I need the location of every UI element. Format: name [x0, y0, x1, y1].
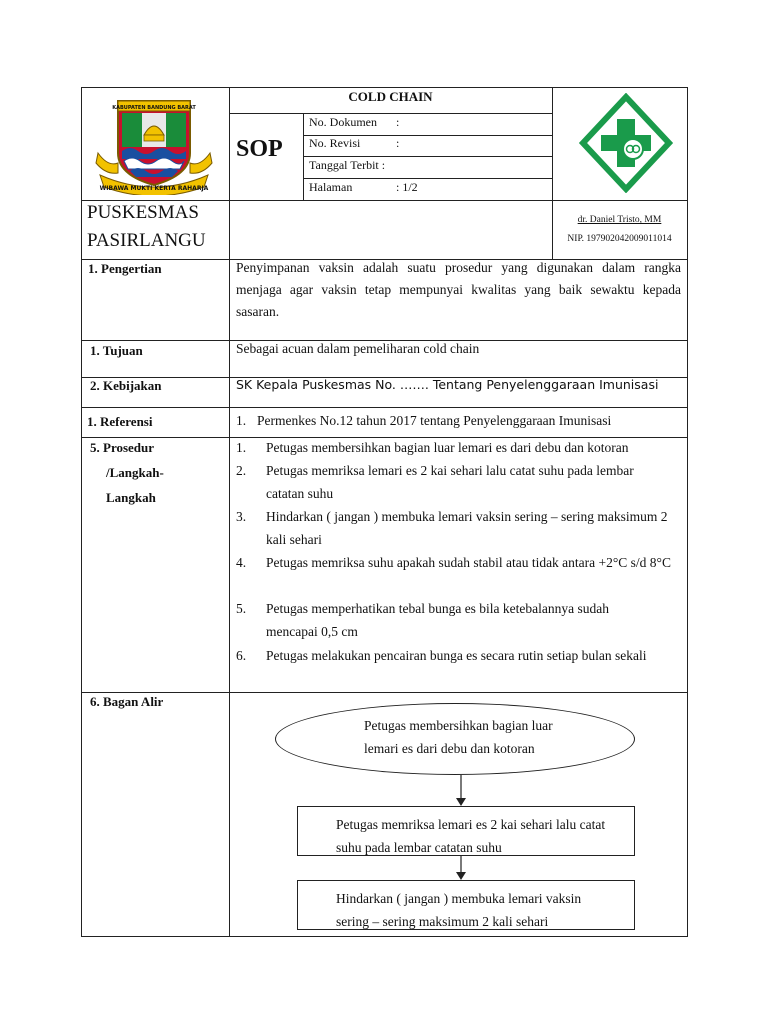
- procedure-step-text: Hindarkan ( jangan ) membuka lemari vaksin sering – sering maksimum 2 kali sehari: [266, 509, 668, 547]
- section-label-prosedur-line3: Langkah: [106, 490, 156, 505]
- doc-field-label-nodokumen: No. Dokumen: [309, 115, 377, 129]
- docfield-divider-3: [303, 178, 552, 179]
- procedure-step-number: 4.: [236, 555, 247, 570]
- docfield-divider-2: [303, 156, 552, 157]
- procedure-step-number: 2.: [236, 463, 247, 478]
- org-name-line1: PUSKESMAS: [87, 202, 199, 223]
- flowchart-step-line1: Hindarkan ( jangan ) membuka lemari vaksin: [336, 891, 582, 906]
- doc-field-label-halaman: Halaman: [309, 180, 353, 194]
- doc-field-value-nodokumen: :: [396, 115, 400, 129]
- document-title: COLD CHAIN: [348, 89, 433, 104]
- doc-field-label-norevisi: No. Revisi: [309, 136, 361, 150]
- puskesmas-logo: [579, 93, 673, 193]
- signatory-nip: NIP. 197902042009011014: [567, 234, 672, 244]
- table-border-top: [81, 87, 688, 88]
- procedure-step: [236, 597, 686, 643]
- row-divider-prosedur: [81, 692, 688, 693]
- section-text-tujuan: Sebagai acuan dalam pemeliharan cold chain: [236, 341, 480, 356]
- procedure-step-number: 1.: [236, 440, 247, 455]
- procedure-step-text: Petugas memriksa suhu apakah sudah stabil atau tidak antara +2°C s/d 8°C: [266, 555, 671, 570]
- section-text-kebijakan: SK Kepala Puskesmas No. ……. Tentang Penyelenggaraan Imunisasi: [236, 377, 659, 392]
- section-label-prosedur-line2: /Langkah-: [106, 465, 164, 480]
- doc-field-label-tanggal: Tanggal Terbit :: [309, 158, 386, 172]
- procedure-step: [236, 551, 686, 597]
- procedure-step: [236, 505, 686, 551]
- procedure-step: [236, 644, 686, 668]
- flowchart-step-line2: suhu pada lembar catatan suhu: [336, 840, 502, 855]
- section-label-tujuan: 1. Tujuan: [90, 343, 143, 358]
- table-col-divider: [229, 87, 230, 936]
- sop-label: SOP: [236, 136, 283, 162]
- section-num-referensi: 1.: [236, 413, 247, 428]
- flowchart-step-box: [297, 806, 635, 856]
- svg-text:WIBAWA MUKTI KERTA RAHARJA: WIBAWA MUKTI KERTA RAHARJA: [99, 185, 209, 192]
- org-name-line2: PASIRLANGU: [87, 230, 206, 251]
- title-row-divider: [229, 113, 552, 114]
- signatory-name: dr. Daniel Tristo, MM: [577, 215, 662, 225]
- table-border-bottom: [81, 936, 688, 937]
- doc-field-value-halaman: : 1/2: [396, 180, 418, 194]
- procedure-step-number: 5.: [236, 601, 247, 616]
- svg-text:KABUPATEN BANDUNG BARAT: KABUPATEN BANDUNG BARAT: [112, 105, 196, 111]
- flowchart-arrow: [455, 775, 467, 807]
- procedure-step: [236, 436, 686, 460]
- section-label-kebijakan: 2. Kebijakan: [90, 378, 162, 393]
- section-label-referensi: 1. Referensi: [87, 414, 153, 429]
- kabupaten-bandung-barat-logo: [94, 93, 214, 195]
- section-label-pengertian: 1. Pengertian: [88, 261, 162, 276]
- flowchart-start-line1: Petugas membersihkan bagian luar: [364, 718, 553, 733]
- table-border-left: [81, 87, 82, 936]
- section-label-bagan-alir: 6. Bagan Alir: [90, 694, 164, 709]
- section-label-prosedur-line1: 5. Prosedur: [90, 440, 155, 455]
- procedure-step-number: 3.: [236, 509, 247, 524]
- row-divider-kebijakan: [81, 407, 688, 408]
- flowchart-step-box: [297, 880, 635, 930]
- sop-col-divider: [303, 113, 304, 201]
- procedure-step-text: Petugas membersihkan bagian luar lemari es dari debu dan kotoran: [266, 440, 629, 455]
- doc-field-value-norevisi: :: [396, 136, 400, 150]
- flowchart-start-ellipse: [275, 703, 635, 775]
- table-border-right: [687, 87, 688, 936]
- procedure-step: [236, 459, 686, 505]
- procedure-step-text: Petugas memriksa lemari es 2 kai sehari lalu catat suhu pada lembar catatan suhu: [266, 463, 634, 501]
- flowchart-step-line2: sering – sering maksimum 2 kali sehari: [336, 914, 549, 929]
- flowchart-arrow: [455, 856, 467, 881]
- procedure-step-text: Petugas memperhatikan tebal bunga es bila ketebalannya sudah mencapai 0,5 cm: [266, 601, 610, 639]
- procedure-step-text: Petugas melakukan pencairan bunga es secara rutin setiap bulan sekali: [266, 648, 647, 663]
- procedure-step-number: 6.: [236, 648, 247, 663]
- section-text-pengertian: Penyimpanan vaksin adalah suatu prosedur yang digunakan dalam rangka menjaga agar vaksin tetap mempunyai kwalitas yang baik sewaktu kepada sasaran.: [236, 260, 681, 319]
- flowchart-start-line2: lemari es dari debu dan kotoran: [364, 741, 535, 756]
- section-text-referensi: Permenkes No.12 tahun 2017 tentang Penyelenggaraan Imunisasi: [257, 413, 612, 428]
- flowchart-step-line1: Petugas memriksa lemari es 2 kai sehari lalu catat: [336, 817, 606, 832]
